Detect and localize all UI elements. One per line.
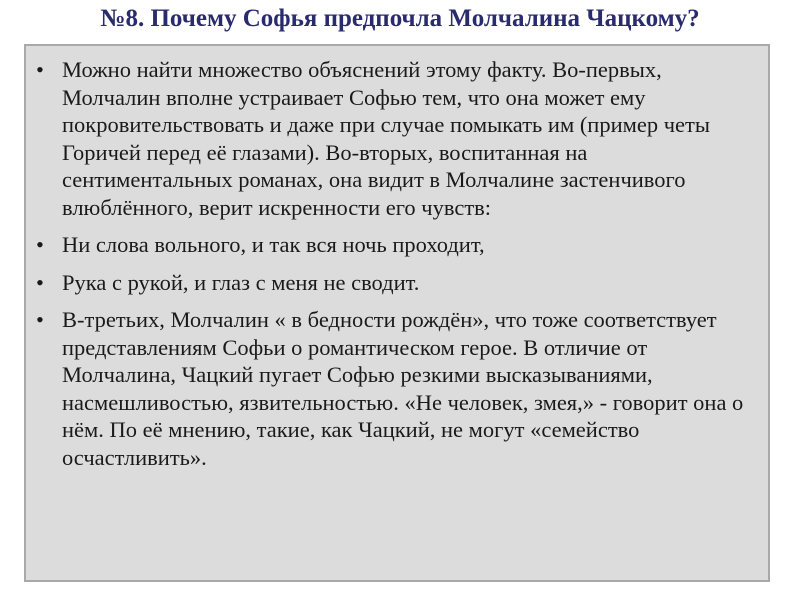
bullet-icon: • — [36, 232, 44, 257]
bullet-text: Рука с рукой, и глаз с меня не сводит. — [62, 269, 420, 295]
content-box — [24, 44, 770, 582]
bullet-item-quote-line-1 — [36, 231, 754, 259]
slide-title: №8. Почему Софья предпочла Молчалина Чацкому? — [100, 5, 700, 32]
bullet-text: В-третьих, Молчалин « в бедности рождён», что тоже соответствует представлениям Софьи о романтическом герое. В отличие от Молчалина, Чацкий пугает Софью резкими высказываниями, насмешливостью, язвительностью. «Не человек, змея,» - говорит она о нём. По её мнению, такие, как Чацкий, не могут «семейство осчастливить». — [62, 307, 744, 470]
bullet-text: Ни слова вольного, и так вся ночь проходит, — [62, 232, 485, 257]
bullet-list — [26, 46, 768, 471]
bullet-icon: • — [36, 307, 44, 332]
bullet-icon: • — [36, 269, 44, 295]
bullet-item-explanations — [36, 56, 754, 221]
bullet-item-third-reason — [36, 306, 754, 471]
bullet-item-quote-line-2 — [36, 269, 754, 297]
bullet-text: Можно найти множество объяснений этому факту. Во-первых, Молчалин вполне устраивает Софью тем, что она может ему покровительствовать и даже при случае помыкать им (пример четы Горичей перед её глазами). Во-вторых, воспитанная на сентиментальных романах, она видит в Молчалине застенчивого влюблённого, верит искренности его чувств: — [62, 57, 710, 220]
bullet-icon: • — [36, 57, 44, 82]
